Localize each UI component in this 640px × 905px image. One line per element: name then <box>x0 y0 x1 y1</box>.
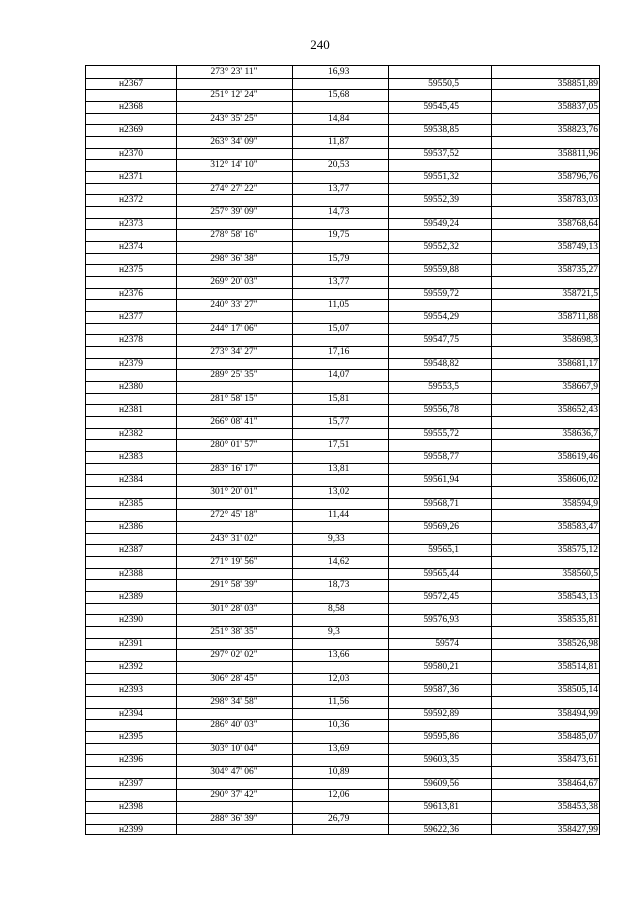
segment-angle: 286° 40' 03" <box>210 720 258 731</box>
segment-distance: 15,07 <box>328 323 350 334</box>
point-y-coordinate: 358526,98 <box>557 638 598 649</box>
point-name: н2393 <box>118 685 144 696</box>
point-y-coordinate: 358749,13 <box>557 242 598 252</box>
segment-angle: 271° 19' 56" <box>210 557 258 567</box>
point-name: н2397 <box>118 778 144 789</box>
point-y-coordinate: 358851,89 <box>557 78 598 89</box>
point-x-coordinate: 59559,72 <box>423 288 459 299</box>
segment-distance: 9,3 <box>328 627 340 637</box>
point-name: н2377 <box>118 312 144 322</box>
segment-angle: 243° 31' 02" <box>210 533 258 544</box>
segment-angle: 244° 17' 06" <box>210 323 258 334</box>
segment-distance: 12,06 <box>328 790 350 801</box>
segment-distance: 14,84 <box>328 113 350 124</box>
segment-angle: 257° 39' 09" <box>210 207 258 217</box>
point-y-coordinate: 358594,9 <box>562 498 598 509</box>
point-name: н2392 <box>118 662 144 672</box>
point-name: н2398 <box>118 802 144 812</box>
point-name: н2378 <box>118 335 144 346</box>
point-y-coordinate: 358560,5 <box>562 568 598 579</box>
point-name: н2375 <box>118 265 144 276</box>
point-name: н2385 <box>118 498 144 509</box>
segment-angle: 298° 36' 38" <box>210 253 258 264</box>
segment-distance: 17,51 <box>328 440 350 451</box>
point-y-coordinate: 358652,43 <box>557 405 598 416</box>
point-x-coordinate: 59556,78 <box>423 405 459 416</box>
point-x-coordinate: 59537,52 <box>423 148 459 159</box>
point-name: н2380 <box>118 382 144 392</box>
point-x-coordinate: 59592,89 <box>423 708 459 719</box>
segment-angle: 291° 58' 39" <box>210 580 258 591</box>
point-name: н2395 <box>118 732 144 742</box>
point-name: н2387 <box>118 545 144 556</box>
point-x-coordinate: 59561,94 <box>423 475 459 486</box>
segment-angle: 274° 27' 22" <box>210 183 258 194</box>
point-y-coordinate: 358543,13 <box>557 592 598 602</box>
segment-angle: 251° 12' 24" <box>210 90 258 101</box>
point-name: н2371 <box>118 172 144 182</box>
segment-distance: 26,79 <box>328 813 350 824</box>
point-name: н2394 <box>118 708 144 719</box>
point-x-coordinate: 59622,36 <box>423 825 459 836</box>
point-name: н2373 <box>118 218 144 229</box>
point-x-coordinate: 59553,5 <box>428 382 459 392</box>
point-x-coordinate: 59580,21 <box>423 662 459 672</box>
segment-angle: 303° 10' 04" <box>210 743 258 754</box>
segment-angle: 269° 20' 03" <box>210 277 258 287</box>
point-y-coordinate: 358427,99 <box>557 825 598 836</box>
point-name: н2368 <box>118 102 144 112</box>
segment-distance: 15,68 <box>328 90 350 101</box>
segment-distance: 11,05 <box>328 300 350 311</box>
point-y-coordinate: 358721,5 <box>562 288 598 299</box>
segment-distance: 11,44 <box>328 510 350 521</box>
point-y-coordinate: 358464,67 <box>557 778 598 789</box>
point-x-coordinate: 59565,1 <box>428 545 459 556</box>
point-y-coordinate: 358823,76 <box>557 125 598 136</box>
segment-angle: 251° 38' 35" <box>210 627 258 637</box>
segment-angle: 281° 58' 15" <box>210 393 258 404</box>
point-x-coordinate: 59569,26 <box>423 522 459 532</box>
segment-angle: 240° 33' 27" <box>210 300 258 311</box>
point-name: н2379 <box>118 358 144 369</box>
point-x-coordinate: 59552,32 <box>423 242 459 252</box>
point-y-coordinate: 358606,02 <box>557 475 598 486</box>
point-x-coordinate: 59609,56 <box>423 778 459 789</box>
point-x-coordinate: 59587,36 <box>423 685 459 696</box>
point-y-coordinate: 358453,38 <box>557 802 598 812</box>
point-x-coordinate: 59613,81 <box>423 802 459 812</box>
segment-distance: 11,87 <box>328 137 350 147</box>
point-y-coordinate: 358768,64 <box>557 218 598 229</box>
point-x-coordinate: 59576,93 <box>423 615 459 626</box>
segment-angle: 288° 36' 39" <box>210 813 258 824</box>
segment-distance: 13,81 <box>328 463 350 474</box>
point-y-coordinate: 358473,61 <box>557 755 598 766</box>
point-y-coordinate: 358485,07 <box>557 732 598 742</box>
point-y-coordinate: 358494,99 <box>557 708 598 719</box>
point-x-coordinate: 59538,85 <box>423 125 459 136</box>
point-name: н2382 <box>118 428 144 439</box>
point-name: н2374 <box>118 242 144 252</box>
segment-angle: 306° 28' 45" <box>210 673 258 684</box>
point-x-coordinate: 59559,88 <box>423 265 459 276</box>
point-name: н2370 <box>118 148 144 159</box>
segment-distance: 13,69 <box>328 743 350 754</box>
segment-distance: 13,77 <box>328 183 350 194</box>
segment-angle: 301° 20' 01" <box>210 487 258 497</box>
segment-distance: 10,89 <box>328 767 350 777</box>
segment-distance: 13,77 <box>328 277 350 287</box>
segment-angle: 272° 45' 18" <box>210 510 258 521</box>
point-y-coordinate: 358811,96 <box>557 148 598 159</box>
point-y-coordinate: 358837,05 <box>557 102 598 112</box>
point-name: н2372 <box>118 195 144 206</box>
segment-angle: 273° 34' 27" <box>210 347 258 357</box>
point-y-coordinate: 358636,7 <box>562 428 598 439</box>
point-name: н2376 <box>118 288 144 299</box>
point-name: н2384 <box>118 475 144 486</box>
segment-angle: 283° 16' 17" <box>210 463 258 474</box>
point-x-coordinate: 59548,82 <box>423 358 459 369</box>
segment-distance: 20,53 <box>328 160 350 171</box>
segment-distance: 14,62 <box>328 557 350 567</box>
segment-distance: 16,93 <box>328 67 350 77</box>
point-y-coordinate: 358619,46 <box>557 452 598 462</box>
segment-angle: 278° 58' 16" <box>210 230 258 241</box>
segment-angle: 263° 34' 09" <box>210 137 258 147</box>
point-name: н2381 <box>118 405 144 416</box>
point-y-coordinate: 358583,47 <box>557 522 598 532</box>
segment-angle: 298° 34' 58" <box>210 697 258 707</box>
point-y-coordinate: 358667,9 <box>562 382 598 392</box>
segment-distance: 15,77 <box>328 417 350 427</box>
segment-distance: 15,81 <box>328 393 350 404</box>
segment-distance: 19,75 <box>328 230 350 241</box>
page-number: 240 <box>310 37 330 52</box>
point-y-coordinate: 358796,76 <box>557 172 598 182</box>
point-name: н2399 <box>118 825 144 836</box>
segment-distance: 13,02 <box>328 487 350 497</box>
segment-angle: 312° 14' 10" <box>210 160 258 171</box>
point-x-coordinate: 59554,29 <box>423 312 459 322</box>
point-name: н2389 <box>118 592 144 602</box>
segment-angle: 289° 25' 35" <box>210 370 258 381</box>
point-x-coordinate: 59545,45 <box>423 102 459 112</box>
segment-angle: 290° 37' 42" <box>210 790 258 801</box>
point-y-coordinate: 358698,3 <box>562 335 598 346</box>
point-y-coordinate: 358575,12 <box>557 545 598 556</box>
point-x-coordinate: 59568,71 <box>423 498 459 509</box>
point-name: н2396 <box>118 755 144 766</box>
segment-distance: 12,03 <box>328 673 350 684</box>
segment-distance: 10,36 <box>328 720 350 731</box>
point-y-coordinate: 358735,27 <box>557 265 598 276</box>
segment-angle: 280° 01' 57" <box>210 440 258 451</box>
point-name: н2388 <box>118 568 144 579</box>
point-x-coordinate: 59574 <box>435 638 459 649</box>
point-name: н2386 <box>118 522 144 532</box>
point-y-coordinate: 358783,03 <box>557 195 598 206</box>
segment-angle: 304° 47' 06" <box>210 767 258 777</box>
point-y-coordinate: 358505,14 <box>557 685 598 696</box>
point-x-coordinate: 59565,44 <box>423 568 459 579</box>
segment-distance: 13,66 <box>328 650 350 661</box>
point-y-coordinate: 358514,81 <box>557 662 598 672</box>
point-x-coordinate: 59603,35 <box>423 755 459 766</box>
segment-angle: 266° 08' 41" <box>210 417 258 427</box>
point-x-coordinate: 59551,32 <box>423 172 459 182</box>
point-y-coordinate: 358711,88 <box>557 312 598 322</box>
point-x-coordinate: 59555,72 <box>423 428 459 439</box>
segment-angle: 273° 23' 11" <box>210 67 258 77</box>
point-name: н2391 <box>118 638 144 649</box>
point-x-coordinate: 59595,86 <box>423 732 459 742</box>
point-name: н2390 <box>118 615 144 626</box>
segment-distance: 18,73 <box>328 580 350 591</box>
point-name: н2383 <box>118 452 144 462</box>
point-x-coordinate: 59547,75 <box>423 335 459 346</box>
point-name: н2369 <box>118 125 144 136</box>
point-x-coordinate: 59558,77 <box>423 452 459 462</box>
point-y-coordinate: 358535,81 <box>557 615 598 626</box>
segment-distance: 8,58 <box>328 603 345 614</box>
segment-distance: 17,16 <box>328 347 350 357</box>
coordinates-table <box>85 65 600 835</box>
segment-distance: 9,33 <box>328 533 345 544</box>
point-x-coordinate: 59552,39 <box>423 195 459 206</box>
segment-angle: 297° 02' 02" <box>210 650 258 661</box>
segment-angle: 301° 28' 03" <box>210 603 258 614</box>
segment-distance: 11,56 <box>328 697 350 707</box>
segment-angle: 243° 35' 25" <box>210 113 258 124</box>
segment-distance: 14,07 <box>328 370 350 381</box>
point-x-coordinate: 59550,5 <box>428 78 459 89</box>
segment-distance: 15,79 <box>328 253 350 264</box>
point-x-coordinate: 59572,45 <box>423 592 459 602</box>
point-y-coordinate: 358681,17 <box>557 358 598 369</box>
point-x-coordinate: 59549,24 <box>423 218 459 229</box>
segment-distance: 14,73 <box>328 207 350 217</box>
point-name: н2367 <box>118 78 144 89</box>
